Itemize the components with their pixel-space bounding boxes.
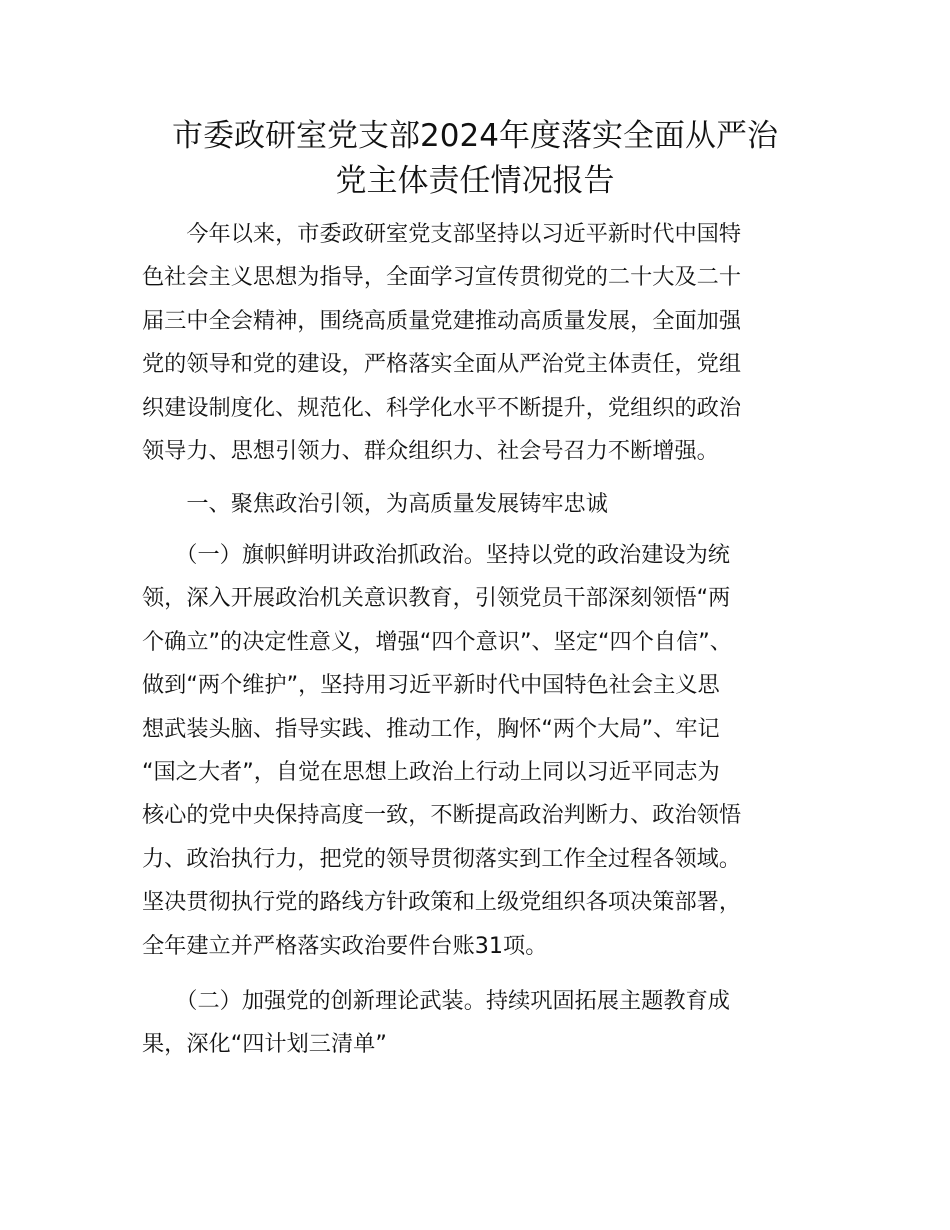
paragraph-line: （一）旗帜鲜明讲政治抓政治。坚持以党的政治建设为统 — [142, 542, 730, 568]
heading-line: 一、聚焦政治引领，为高质量发展铸牢忠诚 — [142, 491, 608, 517]
section-1-heading — [142, 483, 822, 526]
paragraph-line: 色社会主义思想为指导，全面学习宣传贯彻党的二十大及二十 — [142, 264, 742, 291]
paragraph-line: 党的领导和党的建设，严格落实全面从严治党主体责任，党组 — [142, 351, 742, 378]
paragraph-line: （二）加强党的创新理论武装。持续巩固拓展主题教育成 — [142, 988, 730, 1014]
paragraph-line: 今年以来，市委政研室党支部坚持以习近平新时代中国特 — [142, 221, 742, 247]
paragraph-line: 个确立”的决定性意义，增强“四个意识”、坚定“四个自信”、 — [142, 628, 732, 655]
paragraph-line: 核心的党中央保持高度一致，不断提高政治判断力、政治领悟 — [142, 802, 742, 829]
subsection-2-paragraph — [142, 980, 822, 1067]
intro-paragraph — [142, 213, 822, 473]
paragraph-line: 力、政治执行力，把党的领导贯彻落实到工作全过程各领域。 — [142, 845, 742, 872]
paragraph-line: 织建设制度化、规范化、科学化水平不断提升，党组织的政治 — [142, 394, 742, 421]
document-title-line-1: 市委政研室党支部2024年度落实全面从严治 — [172, 118, 778, 154]
paragraph-line: 领导力、思想引领力、群众组织力、社会号召力不断增强。 — [142, 438, 719, 465]
paragraph-line: 领，深入开展政治机关意识教育，引领党员干部深刻领悟“两 — [142, 585, 731, 612]
paragraph-line: 届三中全会精神，围绕高质量党建推动高质量发展，全面加强 — [142, 307, 742, 334]
paragraph-line: “国之大者”，自觉在思想上政治上行动上同以习近平同志为 — [142, 759, 720, 786]
paragraph-line: 想武装头脑、指导实践、推动工作，胸怀“两个大局”、牢记 — [142, 715, 720, 742]
paragraph-line: 坚决贯彻执行党的路线方针政策和上级党组织各项决策部署， — [142, 889, 742, 916]
paragraph-line: 全年建立并严格落实政治要件台账31项。 — [142, 932, 548, 959]
paragraph-line: 做到“两个维护”，坚持用习近平新时代中国特色社会主义思 — [142, 672, 720, 699]
document-title-line-2: 党主体责任情况报告 — [335, 163, 615, 199]
subsection-1-paragraph — [142, 534, 822, 968]
paragraph-line: 果，深化“四计划三清单” — [142, 1031, 387, 1058]
